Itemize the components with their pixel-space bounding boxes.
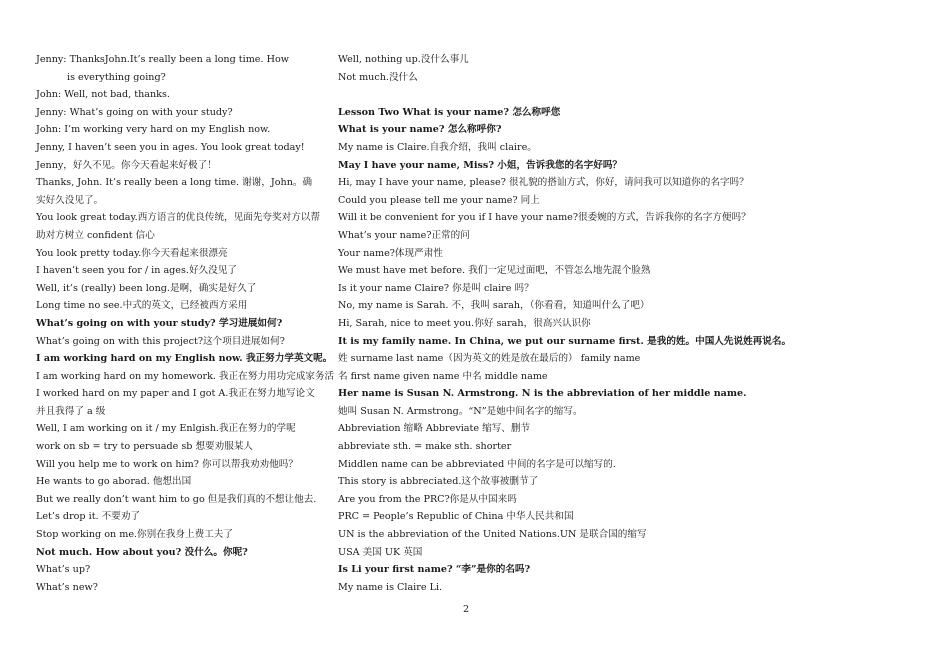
text-line: What’s going on with your study? 学习进展如何? <box>36 317 283 329</box>
text-line: Thanks, John. It’s really been a long time. 谢谢，John。确实好久没见了。 <box>36 177 313 206</box>
text-line: John: Well, not bad, thanks. <box>36 89 170 101</box>
blank-line <box>338 86 758 104</box>
text-line: May I have your name, Miss? 小姐，告诉我您的名字好吗？ <box>338 159 623 171</box>
text-line: UN is the abbreviation of the United Nations.UN 是联合国的缩写 <box>338 529 647 541</box>
text-line: USA 美国 UK 英国 <box>338 546 423 558</box>
text-line: No, my name is Sarah. 不，我叫 sarah，（你看看，知道叫什么了吧） <box>338 300 650 312</box>
text-line: What’s your name?正常的问 <box>338 229 470 241</box>
text-line: What is your name? 怎么称呼你? <box>338 124 502 136</box>
text-line: Is Li your first name? “李”是你的名吗? <box>338 564 531 576</box>
text-line: 姓 surname last name（因为英文的姓是放在最后的） family name <box>338 353 641 365</box>
text-line: Middlen name can be abbreviated 中间的名字是可以缩写的. <box>338 458 616 470</box>
text-line: My name is Claire.自我介绍，我叫 claire。 <box>338 141 537 153</box>
text-line: 她叫 Susan N. Armstrong。“N”是她中间名字的缩写。 <box>338 405 583 417</box>
text-line: PRC = People’s Republic of China 中华人民共和国 <box>338 511 574 523</box>
text-line: But we really don’t want him to go 但是我们真的不想让他去. <box>36 493 317 505</box>
text-line: Let’s drop it. 不要劝了 <box>36 511 141 523</box>
text-line: Well, nothing up.没什么事儿 <box>338 54 469 65</box>
text-line: Hi, may I have your name, please? 很礼貌的搭讪方式，你好，请问我可以知道你的名字吗？ <box>338 177 749 189</box>
text-line: My name is Claire Li. <box>338 581 443 593</box>
text-line: I am working hard on my homework. 我正在努力用功完成家务活 <box>36 370 335 382</box>
text-line: Long time no see.中式的英文，已经被西方采用 <box>36 300 248 312</box>
text-line: I haven’t seen you for / in ages.好久没见了 <box>36 265 237 277</box>
text-line: Jenny: What’s going on with your study? <box>36 106 233 118</box>
text-line: John: I’m working very hard on my English now. <box>36 124 271 136</box>
text-line: Could you please tell me your name? 同上 <box>338 194 540 206</box>
text-line: What’s going on with this project?这个项目进展如何? <box>36 335 285 347</box>
text-line: 名 first name given name 中名 middle name <box>338 370 548 382</box>
text-line: Abbreviation 缩略 Abbreviate 缩写、删节 <box>338 423 531 435</box>
text-line: Is it your name Claire? 你是叫 claire 吗？ <box>338 282 534 294</box>
text-line: What’s up? <box>36 564 91 576</box>
text-line: Lesson Two What is your name? 怎么称呼您 <box>338 106 561 118</box>
text-line: I am working hard on my English now. 我正努力学英文呢。 <box>36 353 333 365</box>
text-line: Not much.没什么 <box>338 71 418 83</box>
left-column <box>36 51 335 596</box>
text-line: You look pretty today.你今天看起来很漂亮 <box>36 247 228 259</box>
text-line: Will you help me to work on him? 你可以帮我劝劝他吗？ <box>36 458 298 470</box>
page-number: 2 <box>463 604 470 615</box>
text-line: Not much. How about you? 没什么。你呢? <box>36 546 248 558</box>
text-line: Well, it’s (really) been long.是啊，确实是好久了 <box>36 282 257 294</box>
text-line: Are you from the PRC?你是从中国来吗 <box>338 493 517 505</box>
text-line: What’s new? <box>36 581 98 593</box>
text-line: Stop working on me.你别在我身上费工夫了 <box>36 529 233 541</box>
text-line: work on sb = try to persuade sb 想要劝服某人 <box>36 441 254 453</box>
text-line: I worked hard on my paper and I got A.我正在努力地写论文并且我得了 a 级 <box>36 388 315 417</box>
text-line: Jenny: ThanksJohn.It’s really been a long time. How <box>36 54 289 65</box>
text-line: abbreviate sth. = make sth. shorter <box>338 441 512 453</box>
text-line: Jenny, I haven’t seen you in ages. You look great today! Jenny，好久不见。你今天看起来好极了！ <box>36 141 305 171</box>
text-line: This story is abbreciated.这个故事被删节了 <box>338 476 539 488</box>
text-line: He wants to go aborad. 他想出国 <box>36 476 192 488</box>
text-line: We must have met before. 我们一定见过面吧，不管怎么地先混个脸熟 <box>338 265 651 277</box>
text-line: Well, I am working on it / my Enlgish.我正在努力的学呢 <box>36 423 296 435</box>
text-line: You look great today.西方语言的优良传统，见面先夸奖对方以帮助对方树立 confident 信心 <box>36 212 320 241</box>
text-line: Your name?体现严肃性 <box>338 247 443 259</box>
text-line: Will it be convenient for you if I have your name?很委婉的方式，告诉我你的名字方便吗？ <box>338 212 751 224</box>
text-line: is everything going? <box>67 71 166 83</box>
text-line: Her name is Susan N. Armstrong. N is the abbreviation of her middle name. <box>338 388 747 400</box>
text-line: It is my family name. In China, we put our surname first. 是我的姓。中国人先说姓再说名。 <box>338 335 792 347</box>
text-line: Hi, Sarah, nice to meet you.你好 sarah，很高兴认识你 <box>338 317 591 329</box>
right-column <box>338 51 792 596</box>
